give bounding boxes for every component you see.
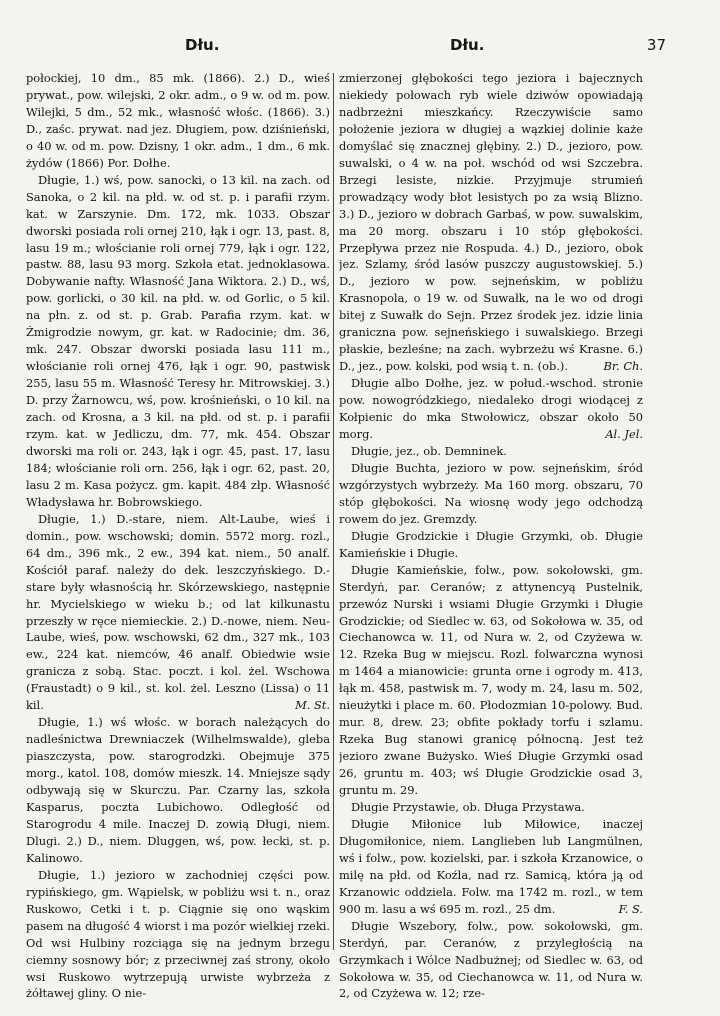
- author-signature: Al. Jel.: [605, 427, 643, 442]
- entry-text: Długie Kamieńskie, folw., pow. sokołowski, gm. Sterdyń, par. Ceranów; z attynencyą Pustelnik, przewóz Nurski i wsiami Długie Grzymki i Długie Grodzickie; od Siedlec w. 63, od Sokołowa w. 35, od Ciechanowca w. 11, od Nura w. 2, od Czyżewa w. 12. Rzeka Bug w miejscu. Rozl. folwarczna wynosi m 1464 a mianowicie: grunta orne i ogrody m. 413, łąk m. 458, pastwisk m. 7, wody m. 24, lasu m. 502, nieużytki i place m. 60. Płodozmian 10-polowy. Bud. mur. 8, drew. 23; obfite pokłady torfu i szlamu. Rzeka Bug stanowi granicę północną. Jest też jezioro zwane Bużysko. Wieś Długie Grzymki osad 26, gruntu m. 403; wś Długie Grodzickie osad 3, gruntu m. 29.: [339, 562, 643, 798]
- entry-text: [339, 375, 643, 443]
- entry-body: zmierzonej głębokości tego jeziora i bajecznych niekiedy połowach ryb wiele dziwów opowiadają nadbrzeżni mieszkańcy. Rzeczywiście samo położenie jeziora w długiej a wązkiej dolinie każe domyślać się znacznej głębiny. 2.) D., jezioro, pow. suwalski, o 4 w. na poł. wschód od wsi Szczebra. Brzegi lesiste, nizkie. Przyjmuje strumień prowadzący wody błot lesistych po za wsią Blizno. 3.) D., jezioro w dobrach Garbaś, w pow. suwalskim, ma 20 morg. obszaru i 10 stóp głębokości. Przepływa przez nie Rospuda. 4.) D., jezioro, obok jez. Szlamy, śród lasów puszczy augustowskiej. 5.) D., jezioro w pow. sejneńskim, w pobliżu Krasnopola, o 19 w. od Suwałk, na le wo od drogi bitej z Suwałk do Sejn. Przez środek jez. idzie linia graniczna pow. sejneńskiego i suwalskiego. Brzegi płaskie, bezleśne; na zach. wybrzeżu wś Krasne. 6.) D., jez., pow. kolski, pod wsią t. n. (ob.).: [339, 71, 643, 374]
- entry-text: [26, 511, 330, 714]
- entry-text: Długie, 1.) wś włośc. w borach należących do nadleśnictwa Drewniaczek (Wilhelmswalde), gleba piaszczysta, pow. starogrodzki. Obejmuje 375 morg., katol. 108, domów mieszk. 14. Mniejsze sądy odbywają się w Skurczu. Par. Czarny las, szkoła Kasparus, poczta Lubichowo. Odległość od Starogrodu 4 mile. Inaczej D. zowią Długi, niem. Dlugi. 2.) D., niem. Dluggen, wś, pow. łecki, st. p. Kalinowo.: [26, 715, 330, 865]
- author-signature: M. St.: [295, 698, 330, 713]
- column-divider: [333, 73, 334, 950]
- entry-body: Długie Miłonice lub Miłowice, inaczej Długomiłonice, niem. Langlieben lub Langmülnen, wś i folw., pow. kozielski, par. i szkoła Krzanowice, o milę na płd. od Koźla, nad rz. Samicą, która ją od Krzanowic oddziela. Folw. ma 1742 m. rozl., w tem 900 m. lasu a wś 695 m. rozl., 25 dm.: [339, 816, 643, 916]
- author-signature: F. S.: [618, 901, 643, 916]
- page-number: 37: [646, 36, 666, 54]
- entry-body: Długie albo Dołhe, jez. w połud.-wschod. stronie pow. nowogródzkiego, niedaleko drogi wiodącej z Kołpienic do mka Stwołowicz, obszar około 50 morg.: [339, 376, 643, 442]
- entry-text: Długie, 1.) jezioro w zachodniej części pow. rypińskiego, gm. Wąpielsk, w pobliżu wsi t. n., oraz Ruskowo, Cetki i t. p. Ciągnie się ono wąskim pasem na długość 4 wiorst i ma pozór wielkiej rzeki. Od wsi Hulbiny rozciąga się na jednym brzegu ciemny sosnowy bór; z przeciwnej zaś strony, około wsi Ruskowo wytrzepują urwiste wybrzeża z żółtawej gliny. O nie-: [26, 867, 330, 1001]
- header-left-keyword: Dłu.: [185, 36, 220, 54]
- left-column: [26, 70, 330, 1002]
- header-right-keyword: Dłu.: [450, 36, 485, 54]
- entry-text: Długie Przystawie, ob. Długa Przystawa.: [351, 799, 585, 814]
- entry-text: Długie Grodzickie i Długie Grzymki, ob. Długie Kamieńskie i Długie.: [339, 528, 643, 560]
- entry-body: Długie, 1.) D.-stare, niem. Alt-Laube, wieś i domin., pow. wschowski; domin. 5572 morg. rozl., 64 dm., 396 mk., 2 ew., 394 kat. niem., 50 analf. Kościół paraf. należy do dek. leszczyńskiego. D.-stare były własnością hr. Skórzewskiego, następnie hr. Mycielskiego w wieku b.; od lat kilkunastu przeszły w ręce niemieckie. 2.) D.-nowe, niem. Neu-Laube, wieś, pow. wschowski, 62 dm., 327 mk., 103 ew., 224 kat. niemców, 46 analf. Obiedwie wsie granicza z sobą. Stac. poczt. i kol. żel. Wschowa (Fraustadt) o 9 kil., st. kol. żel. Leszno (Lissa) o 11 kil.: [26, 511, 330, 713]
- entry-text: Długie Buchta, jezioro w pow. sejneńskim, śród wzgórzystych wybrzeży. Ma 160 morg. obszaru, 70 stóp głębokości. Na wiosnę wody jego odchodzą rowem do jez. Gremzdy.: [339, 460, 643, 526]
- right-column: [339, 70, 643, 1002]
- author-signature: Br. Ch.: [603, 359, 643, 374]
- entry-text: Długie, 1.) wś, pow. sanocki, o 13 kil. na zach. od Sanoka, o 2 kil. na płd. w. od st. p. i parafii rzym. kat. w Zarszynie. Dm. 172, mk. 1033. Obszar dworski posiada roli ornej 210, łąk i ogr. 13, past. 8, lasu 19 m.; włościanie roli ornej 779, łąk i ogr. 122, pastw. 88, lasu 93 morg. Szkoła etat. jednoklasowa. Dobywanie nafty. Własność Jana Wiktora. 2.) D., wś, pow. gorlicki, o 30 kil. na płd. w. od Gorlic, o 5 kil. na płn. z. od st. p. Grab. Parafia rzym. kat. w Żmigrodzie nowym, gr. kat. w Radocinie; dm. 36, mk. 247. Obszar dworski posiada lasu 111 m., włościanie roli ornej 476, łąk i ogr. 90, pastwisk 255, lasu 55 m. Własność Teresy hr. Mitrowskiej. 3.) D. przy Żarnowcu, wś, pow. krośnieński, o 10 kil. na zach. od Krosna, a 3 kil. na płd. od st. p. i parafii rzym. kat. w Jedliczu, dm. 77, mk. 454. Obszar dworski ma roli or. 243, łąk i ogr. 45, past. 17, lasu 184; włościanie roli orn. 256, łąk i ogr. 62, past. 20, lasu 2 m. Kasa pożycz. gm. kapit. 484 złp. Własność Władysława hr. Bobrowskiego.: [26, 172, 330, 509]
- entry-text: połockiej, 10 dm., 85 mk. (1866). 2.) D., wieś prywat., pow. wilejski, 2 okr. adm., o 9 w. od m. pow. Wilejki, 5 dm., 52 mk., własność włośc. (1866). 3.) D., zaśc. prywat. nad jez. Długiem, pow. dziśnieński, o 40 w. od m. pow. Dzisny, 1 okr. adm., 1 dm., 6 mk. żydów (1866) Por. Dołhe.: [26, 71, 330, 170]
- running-head: [60, 36, 666, 60]
- entry-text: Długie, jez., ob. Demninek.: [351, 443, 507, 458]
- entry-text: Długie Wszebory, folw., pow. sokołowski, gm. Sterdyń, par. Ceranów, z przyległością na Grzymkach i Wólce Nadbużnej; od Siedlec w. 63, od Sokołowa w. 35, od Ciechanowca w. 11, od Nura w. 2, od Czyżewa w. 12; rze-: [339, 918, 643, 1001]
- entry-text: [339, 70, 643, 375]
- entry-text: [339, 816, 643, 918]
